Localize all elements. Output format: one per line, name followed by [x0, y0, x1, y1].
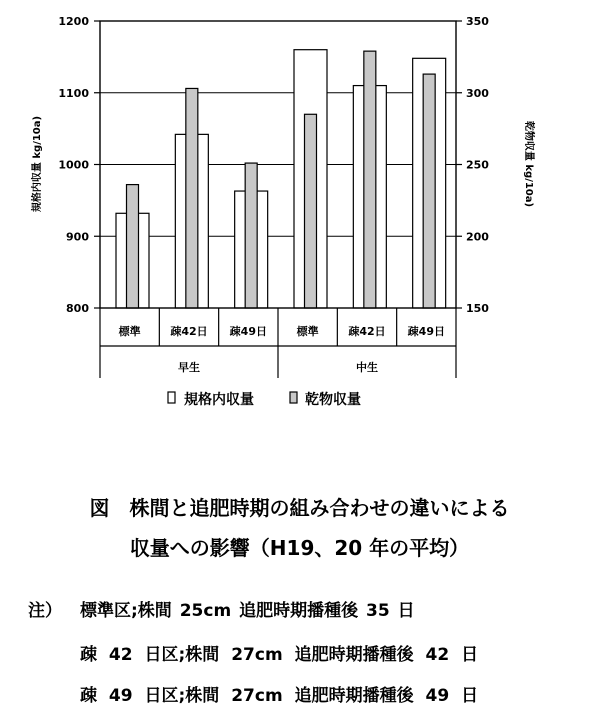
- category-labels: [100, 308, 456, 378]
- y-tick-label-1: 900: [66, 230, 89, 244]
- y2-tick-label-2: 250: [466, 158, 489, 172]
- bar-series-2-4: [364, 51, 376, 308]
- category-label-5: 疎49日: [407, 325, 445, 338]
- y2-tick-label-4: 350: [466, 15, 489, 28]
- category-label-3: 標準: [296, 325, 319, 338]
- category-label-2: 疎49日: [229, 325, 267, 338]
- group-label-1: 中生: [356, 361, 378, 374]
- figure-caption-line-1: 図 株間と追肥時期の組み合わせの違いによる: [89, 496, 510, 520]
- y-axis-label: 規格内収量 kg/10a): [32, 115, 43, 213]
- legend-label-series-1: 規格内収量: [184, 392, 254, 408]
- y2-axis-label: 乾物収量 kg/10a): [523, 120, 534, 208]
- category-label-4: 疎42日: [348, 325, 386, 338]
- note-prefix: 注）: [28, 601, 62, 621]
- legend: [168, 391, 361, 408]
- y-tick-label-2: 1000: [58, 158, 89, 172]
- legend-swatch-series-2: [290, 392, 297, 403]
- grid-lines: [100, 93, 456, 237]
- bar-series-2-0: [127, 185, 139, 308]
- bar-series-2-3: [305, 114, 317, 308]
- group-label-0: 早生: [178, 361, 200, 374]
- note-line-1: 標準区;株間 25cm 追肥時期播種後 35 日: [80, 601, 415, 621]
- y2-tick-label-0: 150: [466, 302, 489, 315]
- note-line-3: 疎 49 日区;株間 27cm 追肥時期播種後 49 日: [80, 686, 479, 706]
- category-label-0: 標準: [118, 325, 141, 338]
- y-tick-label-3: 1100: [58, 86, 89, 100]
- y-tick-label-4: 1200: [58, 15, 89, 28]
- category-label-1: 疎42日: [170, 325, 208, 338]
- legend-label-series-2: 乾物収量: [305, 392, 361, 408]
- y2-tick-label-1: 200: [466, 230, 489, 244]
- bar-series-2-5: [423, 74, 435, 308]
- y2-tick-label-3: 300: [466, 86, 489, 100]
- bars: [116, 50, 446, 308]
- figure-caption-line-2: 収量への影響（H19、20 年の平均）: [129, 536, 470, 560]
- note-line-2: 疎 42 日区;株間 27cm 追肥時期播種後 42 日: [80, 645, 479, 665]
- bar-series-2-1: [186, 88, 198, 308]
- y-tick-label-0: 800: [66, 302, 89, 315]
- bar-series-2-2: [245, 163, 257, 308]
- legend-swatch-series-1: [168, 392, 175, 403]
